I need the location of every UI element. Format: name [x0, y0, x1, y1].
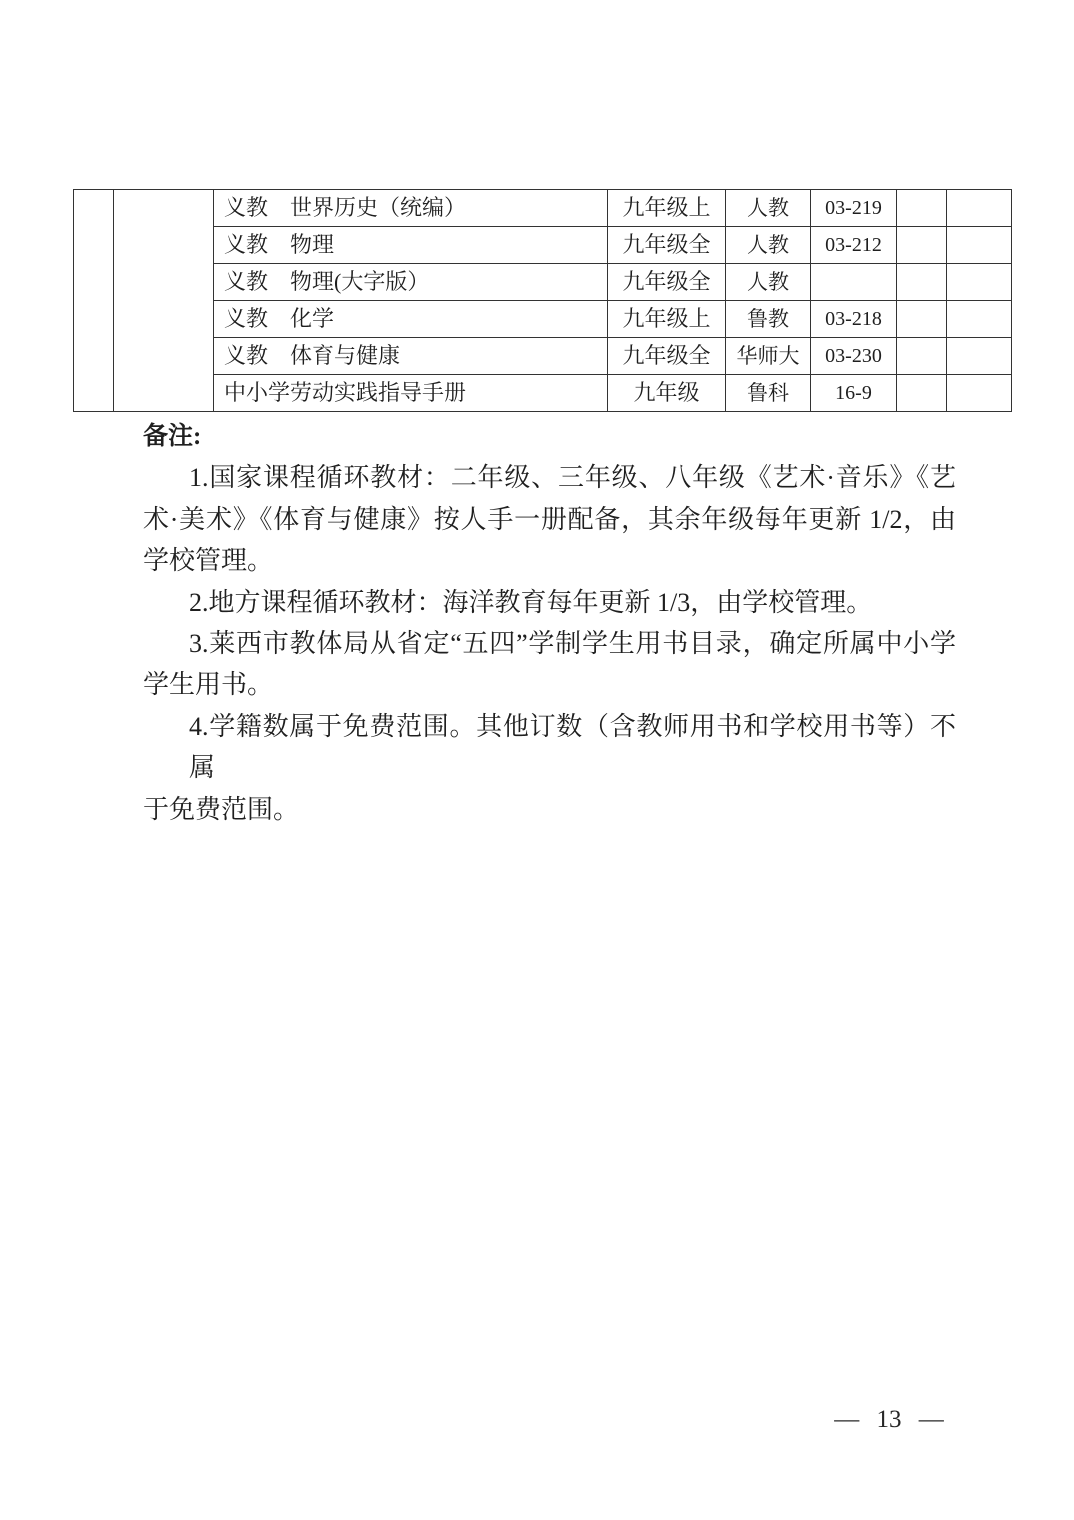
note-line: 术·美术》《体育与健康》按人手一册配备，其余年级每年更新 1/2，由: [143, 504, 956, 534]
table-cell-blank-2: [947, 301, 1012, 338]
table-cell-merged-left-2: [114, 190, 214, 412]
note-line: 1.国家课程循环教材：二年级、三年级、八年级《艺术·音乐》《艺: [189, 463, 956, 493]
table-cell-publisher: 人教: [726, 264, 811, 301]
table-cell-publisher: 鲁教: [726, 301, 811, 338]
table-cell-blank-1: [897, 264, 947, 301]
table-row: [74, 375, 1012, 412]
table-cell-code: [811, 264, 897, 301]
table-cell-blank-2: [947, 338, 1012, 375]
table-cell-grade: 九年级全: [608, 264, 726, 301]
table-cell-publisher: 华师大: [726, 338, 811, 375]
table-row: [74, 190, 1012, 227]
table-cell-title: 义教 化学: [214, 301, 608, 338]
table-cell-blank-1: [897, 190, 947, 227]
page-number: — 13 —: [834, 1406, 944, 1433]
table-cell-title: 义教 物理(大字版）: [214, 264, 608, 301]
table-cell-title: 义教 物理: [214, 227, 608, 264]
table-cell-code: 03-230: [811, 338, 897, 375]
table-row: [74, 227, 1012, 264]
table-cell-title: 义教 世界历史（统编）: [214, 190, 608, 227]
table-cell-blank-1: [897, 301, 947, 338]
notes-section: [143, 416, 956, 830]
table-cell-title: 中小学劳动实践指导手册: [214, 375, 608, 412]
note-line: 学生用书。: [143, 670, 274, 700]
table-cell-merged-left-1: [74, 190, 114, 412]
table-cell-grade: 九年级上: [608, 301, 726, 338]
note-line: 2.地方课程循环教材：海洋教育每年更新 1/3，由学校管理。: [189, 587, 873, 617]
table-cell-title: 义教 体育与健康: [214, 338, 608, 375]
table-row: [74, 301, 1012, 338]
table-cell-blank-2: [947, 190, 1012, 227]
table-cell-blank-1: [897, 338, 947, 375]
textbook-table-grid: [73, 189, 1012, 412]
table-cell-blank-1: [897, 227, 947, 264]
table-cell-blank-1: [897, 375, 947, 412]
note-line: 4.学籍数属于免费范围。其他订数（含教师用书和学校用书等）不属: [189, 711, 956, 783]
table-row: [74, 338, 1012, 375]
table-cell-blank-2: [947, 227, 1012, 264]
table-cell-blank-2: [947, 375, 1012, 412]
table-cell-code: 03-218: [811, 301, 897, 338]
table-row: [74, 264, 1012, 301]
table-cell-grade: 九年级上: [608, 190, 726, 227]
table-cell-grade: 九年级: [608, 375, 726, 412]
notes-heading: 备注:: [143, 423, 202, 450]
table-cell-publisher: 人教: [726, 227, 811, 264]
table-cell-code: 16-9: [811, 375, 897, 412]
table-cell-publisher: 鲁科: [726, 375, 811, 412]
table-cell-blank-2: [947, 264, 1012, 301]
textbook-table: [73, 189, 1012, 412]
table-cell-code: 03-212: [811, 227, 897, 264]
table-cell-grade: 九年级全: [608, 227, 726, 264]
note-line: 于免费范围。: [143, 794, 300, 824]
note-line: 3.莱西市教体局从省定“五四”学制学生用书目录，确定所属中小学: [189, 629, 956, 659]
note-line: 学校管理。: [143, 546, 274, 576]
table-cell-code: 03-219: [811, 190, 897, 227]
table-cell-publisher: 人教: [726, 190, 811, 227]
table-cell-grade: 九年级全: [608, 338, 726, 375]
